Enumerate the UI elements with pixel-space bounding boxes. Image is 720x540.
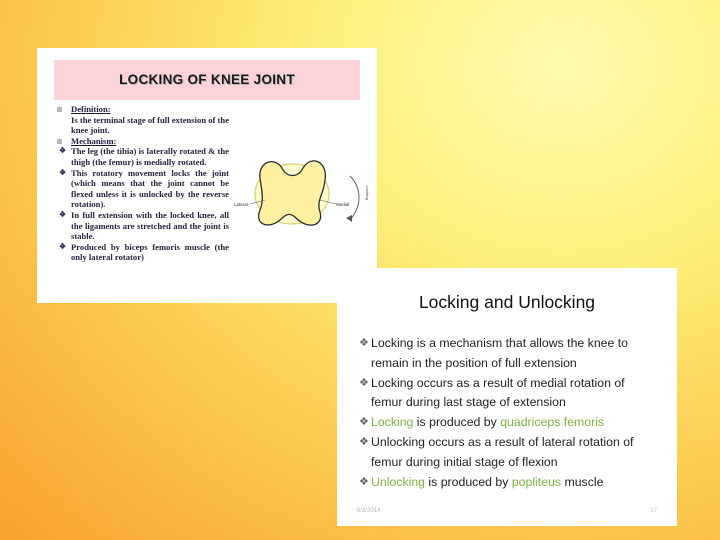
slide2-footer-page-number: 17	[650, 508, 657, 514]
highlighted-term: Locking	[371, 415, 414, 430]
square-bullet-icon	[57, 139, 62, 144]
slide1-text: Is the terminal stage of full extension of the knee joint.	[71, 114, 230, 136]
bullet-text: is produced by	[413, 415, 501, 430]
bullet-text: is produced by	[425, 474, 512, 489]
lateral-label: Lateral	[234, 202, 248, 207]
diamond-bullet-icon: ❖	[59, 241, 67, 251]
locking-unlocking-slide	[337, 268, 677, 526]
slide2-bullet-item	[359, 433, 659, 473]
diamond-bullet-icon: ❖	[59, 167, 67, 177]
highlighted-term: quadriceps femoris	[500, 415, 605, 430]
slide1-text: The leg (the tibia) is laterally rotated & the thigh (the femur) is medially rotated.	[71, 146, 229, 167]
highlighted-term: Unlocking	[371, 474, 425, 489]
slide1-text: Produced by biceps femoris muscle (the only lateral rotator)	[71, 241, 229, 263]
slide1-text-row	[53, 242, 229, 263]
slide1-text: This rotatory movement locks the joint (which means that the joint cannot be flexed unless it is unlocked by the reverse rotation).	[71, 167, 229, 210]
slide1-text-row	[53, 210, 229, 242]
diamond-bullet-icon: ❖	[359, 376, 369, 389]
slide1-heading	[53, 136, 229, 147]
slide1-heading-label: Mechanism:	[71, 135, 117, 146]
diamond-bullet-icon: ❖	[359, 475, 369, 488]
slide1-text-row	[53, 146, 229, 167]
medial-label: Medial	[336, 202, 350, 207]
bullet-text: Locking is a mechanism that allows the knee to remain in the position of full extension	[371, 336, 629, 370]
bullet-text: muscle	[561, 474, 604, 489]
bullet-text: Unlocking occurs as a result of lateral rotation of femur during initial stage of flexion	[371, 434, 634, 469]
slide1-text-row	[53, 115, 229, 136]
slide2-bullet-list	[359, 334, 659, 492]
slide1-title: LOCKING OF KNEE JOINT	[54, 60, 360, 100]
highlighted-term: popliteus	[511, 474, 562, 489]
slide2-bullet-item	[359, 473, 659, 493]
slide2-bullet-item	[359, 374, 659, 414]
diamond-bullet-icon: ❖	[359, 337, 369, 349]
knee-locking-slide	[37, 48, 377, 303]
slide2-bullet-item	[359, 413, 659, 433]
diamond-bullet-icon: ❖	[59, 146, 67, 156]
diamond-bullet-icon: ❖	[359, 416, 369, 429]
diamond-bullet-icon: ❖	[59, 209, 67, 219]
slide1-heading	[53, 104, 229, 115]
square-bullet-icon	[57, 107, 62, 112]
bullet-text: Locking occurs as a result of medial rotation of femur during last stage of extension	[371, 375, 625, 410]
slide1-heading-label: Definition:	[71, 104, 111, 114]
slide1-text: In full extension with the locked knee, all the ligaments are stretched and the joint is stable.	[71, 209, 229, 242]
slide2-title: Locking and Unlocking	[418, 292, 596, 312]
slide2-footer-date: 6/3/2014	[357, 508, 381, 514]
slide1-body	[53, 104, 229, 263]
diamond-bullet-icon: ❖	[359, 435, 369, 448]
slide2-bullet-item	[359, 334, 659, 374]
knee-joint-diagram	[232, 148, 372, 238]
slide1-text-row	[53, 168, 229, 210]
rotation-arrow-label: Locking	[365, 186, 370, 200]
rotation-arrow	[350, 176, 359, 220]
